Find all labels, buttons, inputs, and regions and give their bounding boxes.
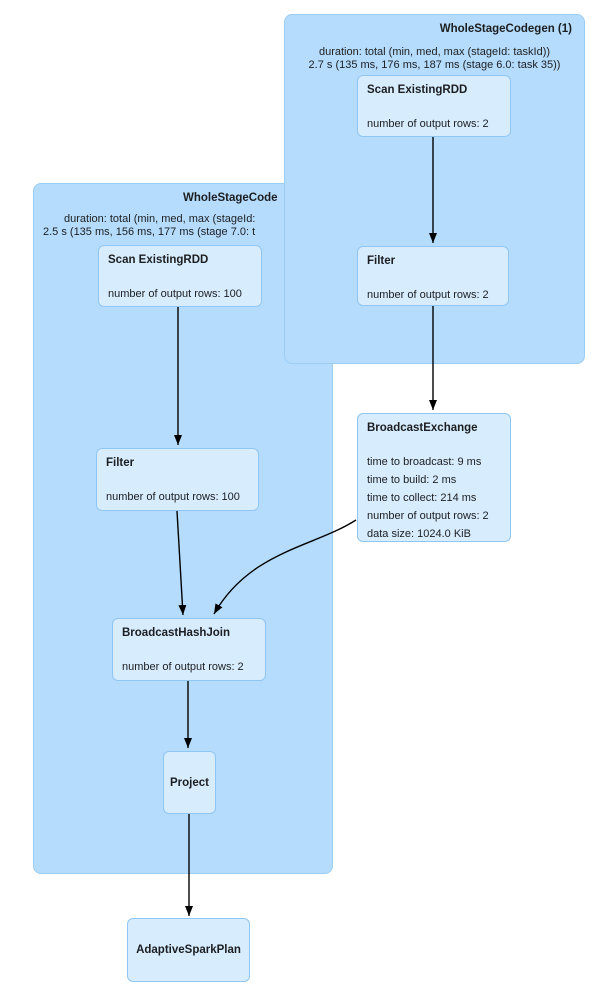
cluster-1-duration-line2: 2.7 s (135 ms, 176 ms, 187 ms (stage 6.0: task 35)) — [308, 59, 561, 71]
node-title: BroadcastExchange — [367, 422, 478, 434]
node-filter-2[interactable] — [96, 448, 259, 511]
cluster-2-title: WholeStageCode — [183, 192, 278, 204]
node-metric: number of output rows: 2 — [367, 289, 489, 301]
cluster-1-duration-line1: duration: total (min, med, max (stageId: taskId)) — [318, 46, 551, 58]
node-title: AdaptiveSparkPlan — [136, 944, 241, 956]
node-metric: time to build: 2 ms — [367, 474, 457, 486]
node-metric: data size: 1024.0 KiB — [367, 528, 471, 540]
node-project[interactable] — [163, 751, 216, 814]
node-metric: number of output rows: 2 — [122, 661, 244, 673]
cluster-wholestagecodegen-1 — [284, 14, 585, 364]
cluster-2-duration-line2: 2.5 s (135 ms, 156 ms, 177 ms (stage 7.0: t — [43, 226, 256, 238]
node-title: Scan ExistingRDD — [108, 254, 209, 266]
node-metric: number of output rows: 2 — [367, 118, 489, 130]
node-broadcast-hash-join[interactable] — [112, 618, 266, 681]
node-title: Filter — [106, 457, 135, 469]
node-metric: number of output rows: 2 — [367, 510, 489, 522]
node-metric: number of output rows: 100 — [108, 288, 242, 300]
cluster-2-duration-line1: duration: total (min, med, max (stageId: — [64, 213, 256, 225]
node-scan-existingrdd-1[interactable] — [357, 75, 511, 137]
node-metric: time to collect: 214 ms — [367, 492, 477, 504]
node-metric: number of output rows: 100 — [106, 491, 240, 503]
node-title: Scan ExistingRDD — [367, 84, 468, 96]
node-metric: time to broadcast: 9 ms — [367, 456, 482, 468]
node-title: Project — [170, 776, 209, 789]
node-filter-1[interactable] — [357, 246, 509, 306]
node-title: BroadcastHashJoin — [122, 627, 231, 639]
node-broadcast-exchange[interactable] — [357, 413, 511, 542]
node-adaptive-spark-plan[interactable] — [127, 918, 250, 982]
cluster-1-title: WholeStageCodegen (1) — [439, 23, 572, 35]
node-title: Filter — [367, 255, 396, 267]
node-scan-existingrdd-2[interactable] — [98, 245, 262, 307]
